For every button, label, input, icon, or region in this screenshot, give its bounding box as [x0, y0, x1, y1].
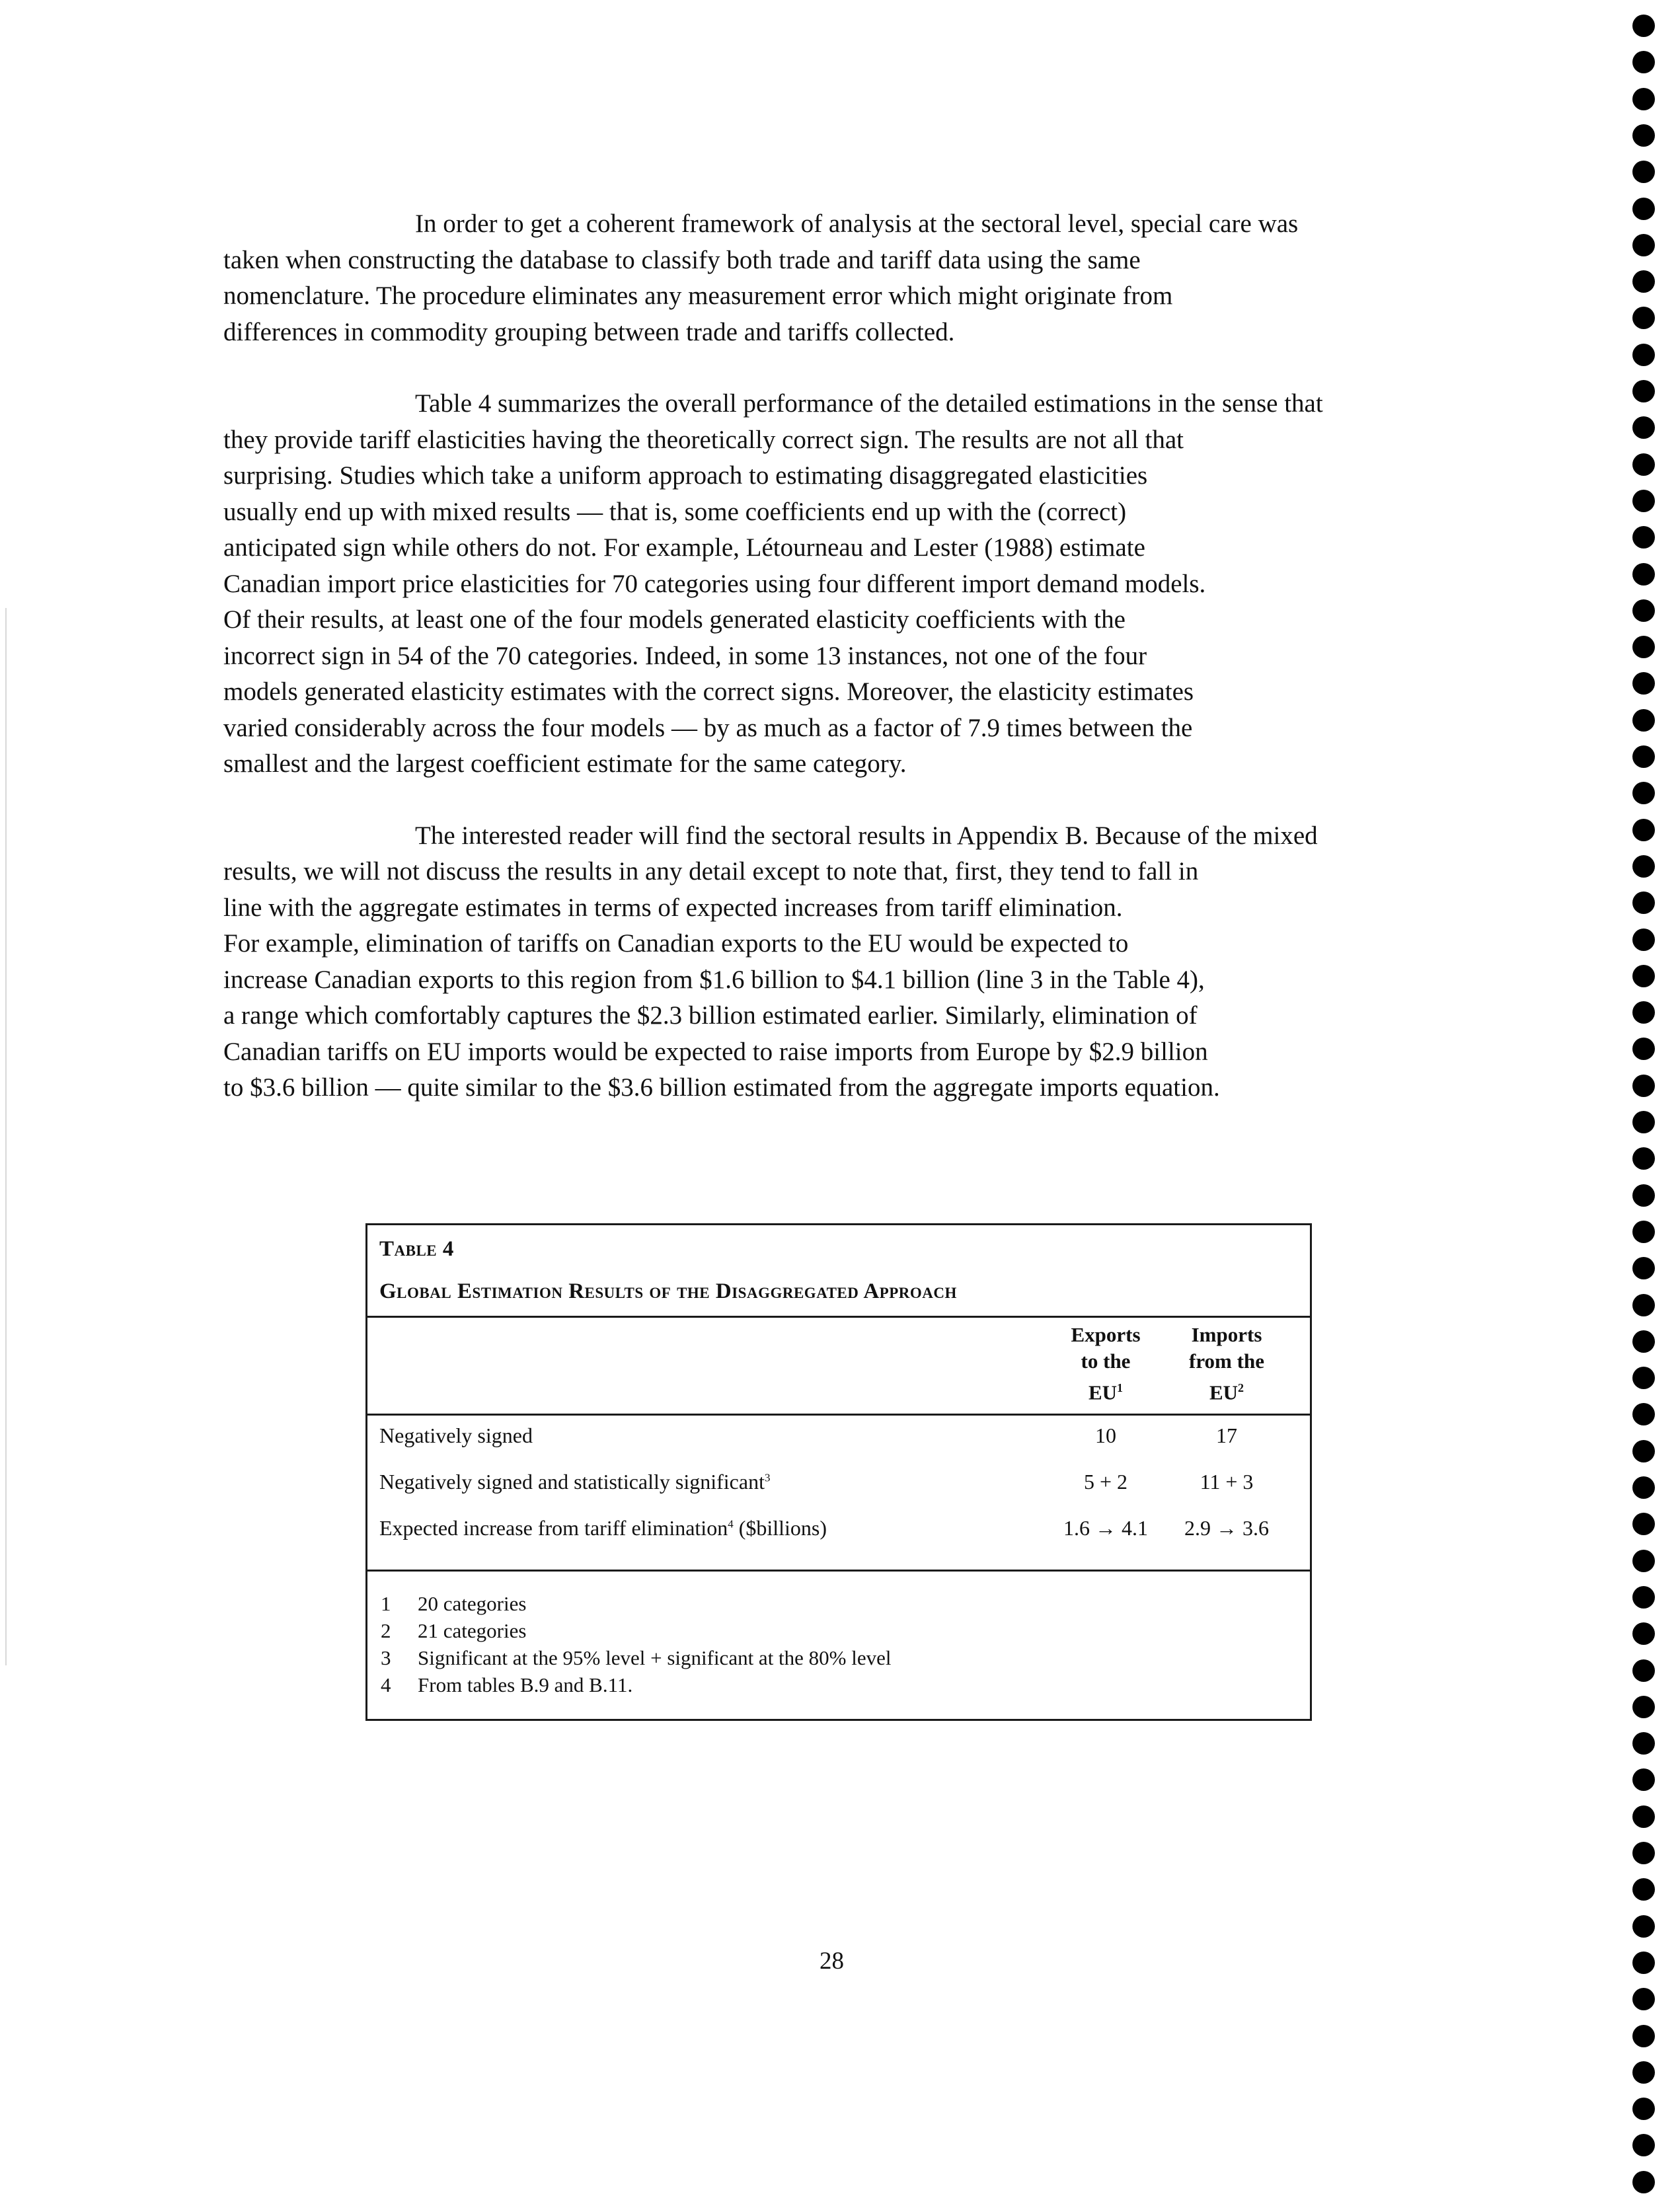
paragraph-line: Canadian tariffs on EU imports would be expected to raise imports from Europe by $2.9 billion [223, 1037, 1208, 1066]
table-title: Global Estimation Results of the Disaggregated Approach [379, 1279, 957, 1303]
note-number: 2 [381, 1619, 391, 1642]
column-header-line: from the [1189, 1349, 1264, 1373]
footnote-marker: 2 [1238, 1381, 1244, 1394]
binding-hole [1632, 1988, 1655, 2010]
paragraph-line: anticipated sign while others do not. For example, Létourneau and Lester (1988) estimate [223, 533, 1145, 562]
paragraph-line: differences in commodity grouping between trade and tariffs collected. [223, 317, 955, 346]
paragraph-line: Table 4 summarizes the overall performance of the detailed estimations in the sense that [415, 389, 1323, 418]
footnote-marker: 1 [1117, 1381, 1124, 1394]
binding-hole [1632, 380, 1655, 402]
binding-hole [1632, 1732, 1655, 1755]
table-note [381, 1590, 1310, 1617]
binding-hole [1632, 124, 1655, 147]
binding-hole [1632, 709, 1655, 732]
table-note [381, 1644, 1310, 1671]
binding-hole [1632, 526, 1655, 549]
page-number: 28 [820, 1948, 844, 1975]
binding-hole [1632, 2134, 1655, 2156]
binding-hole [1632, 416, 1655, 439]
row-label [379, 1423, 533, 1448]
binding-hole [1632, 1403, 1655, 1425]
footnote-marker: 3 [764, 1471, 771, 1484]
binding-hole [1632, 1184, 1655, 1207]
column-header-line: EU [1209, 1381, 1239, 1404]
binding-hole [1632, 929, 1655, 951]
binding-hole [1632, 782, 1655, 804]
column-header-imports [1161, 1322, 1293, 1406]
note-text: From tables B.9 and B.11. [418, 1673, 633, 1696]
paragraph-line: results, we will not discuss the results in any detail except to note that, first, they tend to fall in [223, 857, 1199, 886]
table-row [367, 1462, 1310, 1508]
exports-value: 1.6 → 4.1 [1063, 1516, 1148, 1540]
paragraph-line: In order to get a coherent framework of analysis at the sectoral level, special care was [415, 209, 1299, 238]
binding-hole [1632, 1294, 1655, 1316]
column-header-line: Imports [1191, 1323, 1262, 1346]
binding-hole [1632, 51, 1655, 73]
binding-hole [1632, 234, 1655, 256]
binding-hole [1632, 1001, 1655, 1024]
imports-value: 17 [1216, 1423, 1237, 1447]
table-note [381, 1617, 1310, 1644]
binding-hole [1632, 453, 1655, 476]
paragraph-line: line with the aggregate estimates in terms of expected increases from tariff elimination. [223, 893, 1123, 922]
binding-hole [1632, 2098, 1655, 2120]
binding-hole [1632, 490, 1655, 512]
row-label-text: Negatively signed [379, 1423, 533, 1447]
imports-value: 11 + 3 [1200, 1470, 1254, 1494]
column-header-line: EU [1088, 1381, 1118, 1404]
binding-hole [1632, 1659, 1655, 1682]
row-label [379, 1516, 827, 1540]
binding-hole [1632, 161, 1655, 183]
binding-hole [1632, 965, 1655, 987]
paragraph-line: For example, elimination of tariffs on Canadian exports to the EU would be expected to [223, 929, 1129, 958]
binding-hole [1632, 1586, 1655, 1609]
binding-hole [1632, 1147, 1655, 1170]
paragraph-line: usually end up with mixed results — that is, some coefficients end up with the (correct) [223, 497, 1127, 526]
binding-hole [1632, 1768, 1655, 1791]
binding-hole [1632, 270, 1655, 293]
note-number: 1 [381, 1592, 391, 1615]
binding-hole [1632, 1513, 1655, 1535]
binding-hole [1632, 1805, 1655, 1828]
paragraph-line: taken when constructing the database to classify both trade and tariff data using the same [223, 245, 1141, 274]
binding-hole [1632, 1330, 1655, 1353]
paragraph-2 [223, 386, 1479, 782]
binding-hole [1632, 344, 1655, 366]
binding-hole [1632, 1075, 1655, 1097]
results-table [365, 1223, 1312, 1721]
paragraph-line: smallest and the largest coefficient estimate for the same category. [223, 749, 907, 778]
paragraph-line: they provide tariff elasticities having the theoretically correct sign. The results are not all that [223, 425, 1184, 454]
exports-value: 10 [1095, 1423, 1116, 1447]
binding-hole [1632, 1952, 1655, 1974]
binding-hole [1632, 307, 1655, 329]
table-header [367, 1225, 1310, 1318]
binding-hole [1632, 1440, 1655, 1462]
binding-hole [1632, 1257, 1655, 1279]
binding-hole [1632, 891, 1655, 914]
binding-hole [1632, 2025, 1655, 2047]
scan-margin-line [5, 608, 7, 1665]
imports-value: 2.9 → 3.6 [1184, 1516, 1269, 1540]
binding-hole [1632, 1878, 1655, 1901]
binding-hole [1632, 2061, 1655, 2084]
paragraph-3 [223, 818, 1479, 1106]
exports-value: 5 + 2 [1083, 1470, 1128, 1494]
binding-hole [1632, 1915, 1655, 1938]
column-header-exports [1030, 1322, 1182, 1406]
footnote-marker: 4 [728, 1517, 734, 1531]
row-label-text: Negatively signed and statistically significant [379, 1470, 765, 1494]
binding-hole [1632, 1476, 1655, 1499]
binding-hole [1632, 1111, 1655, 1133]
binding-hole [1632, 855, 1655, 878]
paragraph-line: varied considerably across the four models — by as much as a factor of 7.9 times between the [223, 713, 1193, 742]
binding-hole [1632, 198, 1655, 220]
paragraph-line: surprising. Studies which take a uniform approach to estimating disaggregated elasticities [223, 461, 1148, 490]
paragraph-line: increase Canadian exports to this region from $1.6 billion to $4.1 billion (line 3 in the Table 4), [223, 965, 1205, 994]
binding-hole [1632, 1367, 1655, 1389]
note-text: 21 categories [418, 1619, 527, 1642]
note-text: Significant at the 95% level + significant at the 80% level [418, 1646, 892, 1669]
row-label [379, 1470, 770, 1494]
paragraph-line: Of their results, at least one of the four models generated elasticity coefficients with the [223, 605, 1126, 634]
row-label-unit: ($billions) [733, 1516, 827, 1540]
column-headers [367, 1318, 1310, 1416]
row-label-text: Expected increase from tariff elimination [379, 1516, 728, 1540]
binding-hole [1632, 745, 1655, 768]
binding-hole [1632, 1550, 1655, 1572]
body-text [223, 206, 1479, 1142]
note-number: 4 [381, 1673, 391, 1696]
binding-hole [1632, 1696, 1655, 1718]
paragraph-line: incorrect sign in 54 of the 70 categories. Indeed, in some 13 instances, not one of the four [223, 641, 1147, 670]
table-row [367, 1508, 1310, 1554]
paragraph-1 [223, 206, 1479, 350]
binding-hole [1632, 15, 1655, 37]
binding-hole [1632, 2171, 1655, 2193]
binding-hole [1632, 636, 1655, 658]
binding-hole [1632, 672, 1655, 695]
table-row [367, 1416, 1310, 1462]
column-header-line: Exports [1071, 1323, 1141, 1346]
paragraph-line: models generated elasticity estimates with the correct signs. Moreover, the elasticity estimates [223, 677, 1194, 706]
table-body [367, 1416, 1310, 1572]
note-text: 20 categories [418, 1592, 527, 1615]
binding-holes [1632, 0, 1672, 2200]
binding-hole [1632, 88, 1655, 110]
table-label: Table 4 [379, 1237, 454, 1261]
paragraph-line: Canadian import price elasticities for 70 categories using four different import demand models. [223, 569, 1206, 598]
paragraph-line: a range which comfortably captures the $2.3 billion estimated earlier. Similarly, elimination of [223, 1001, 1198, 1030]
paragraph-line: to $3.6 billion — quite similar to the $3.6 billion estimated from the aggregate imports equation. [223, 1073, 1220, 1102]
binding-hole [1632, 563, 1655, 586]
paragraph-line: nomenclature. The procedure eliminates any measurement error which might originate from [223, 282, 1173, 310]
binding-hole [1632, 1038, 1655, 1060]
binding-hole [1632, 599, 1655, 622]
column-header-line: to the [1081, 1349, 1131, 1373]
paragraph-line: The interested reader will find the sectoral results in Appendix B. Because of the mixed [415, 821, 1318, 850]
binding-hole [1632, 1622, 1655, 1645]
table-notes [367, 1572, 1310, 1698]
table-note [381, 1671, 1310, 1698]
binding-hole [1632, 819, 1655, 841]
binding-hole [1632, 1842, 1655, 1864]
note-number: 3 [381, 1646, 391, 1669]
binding-hole [1632, 1221, 1655, 1243]
